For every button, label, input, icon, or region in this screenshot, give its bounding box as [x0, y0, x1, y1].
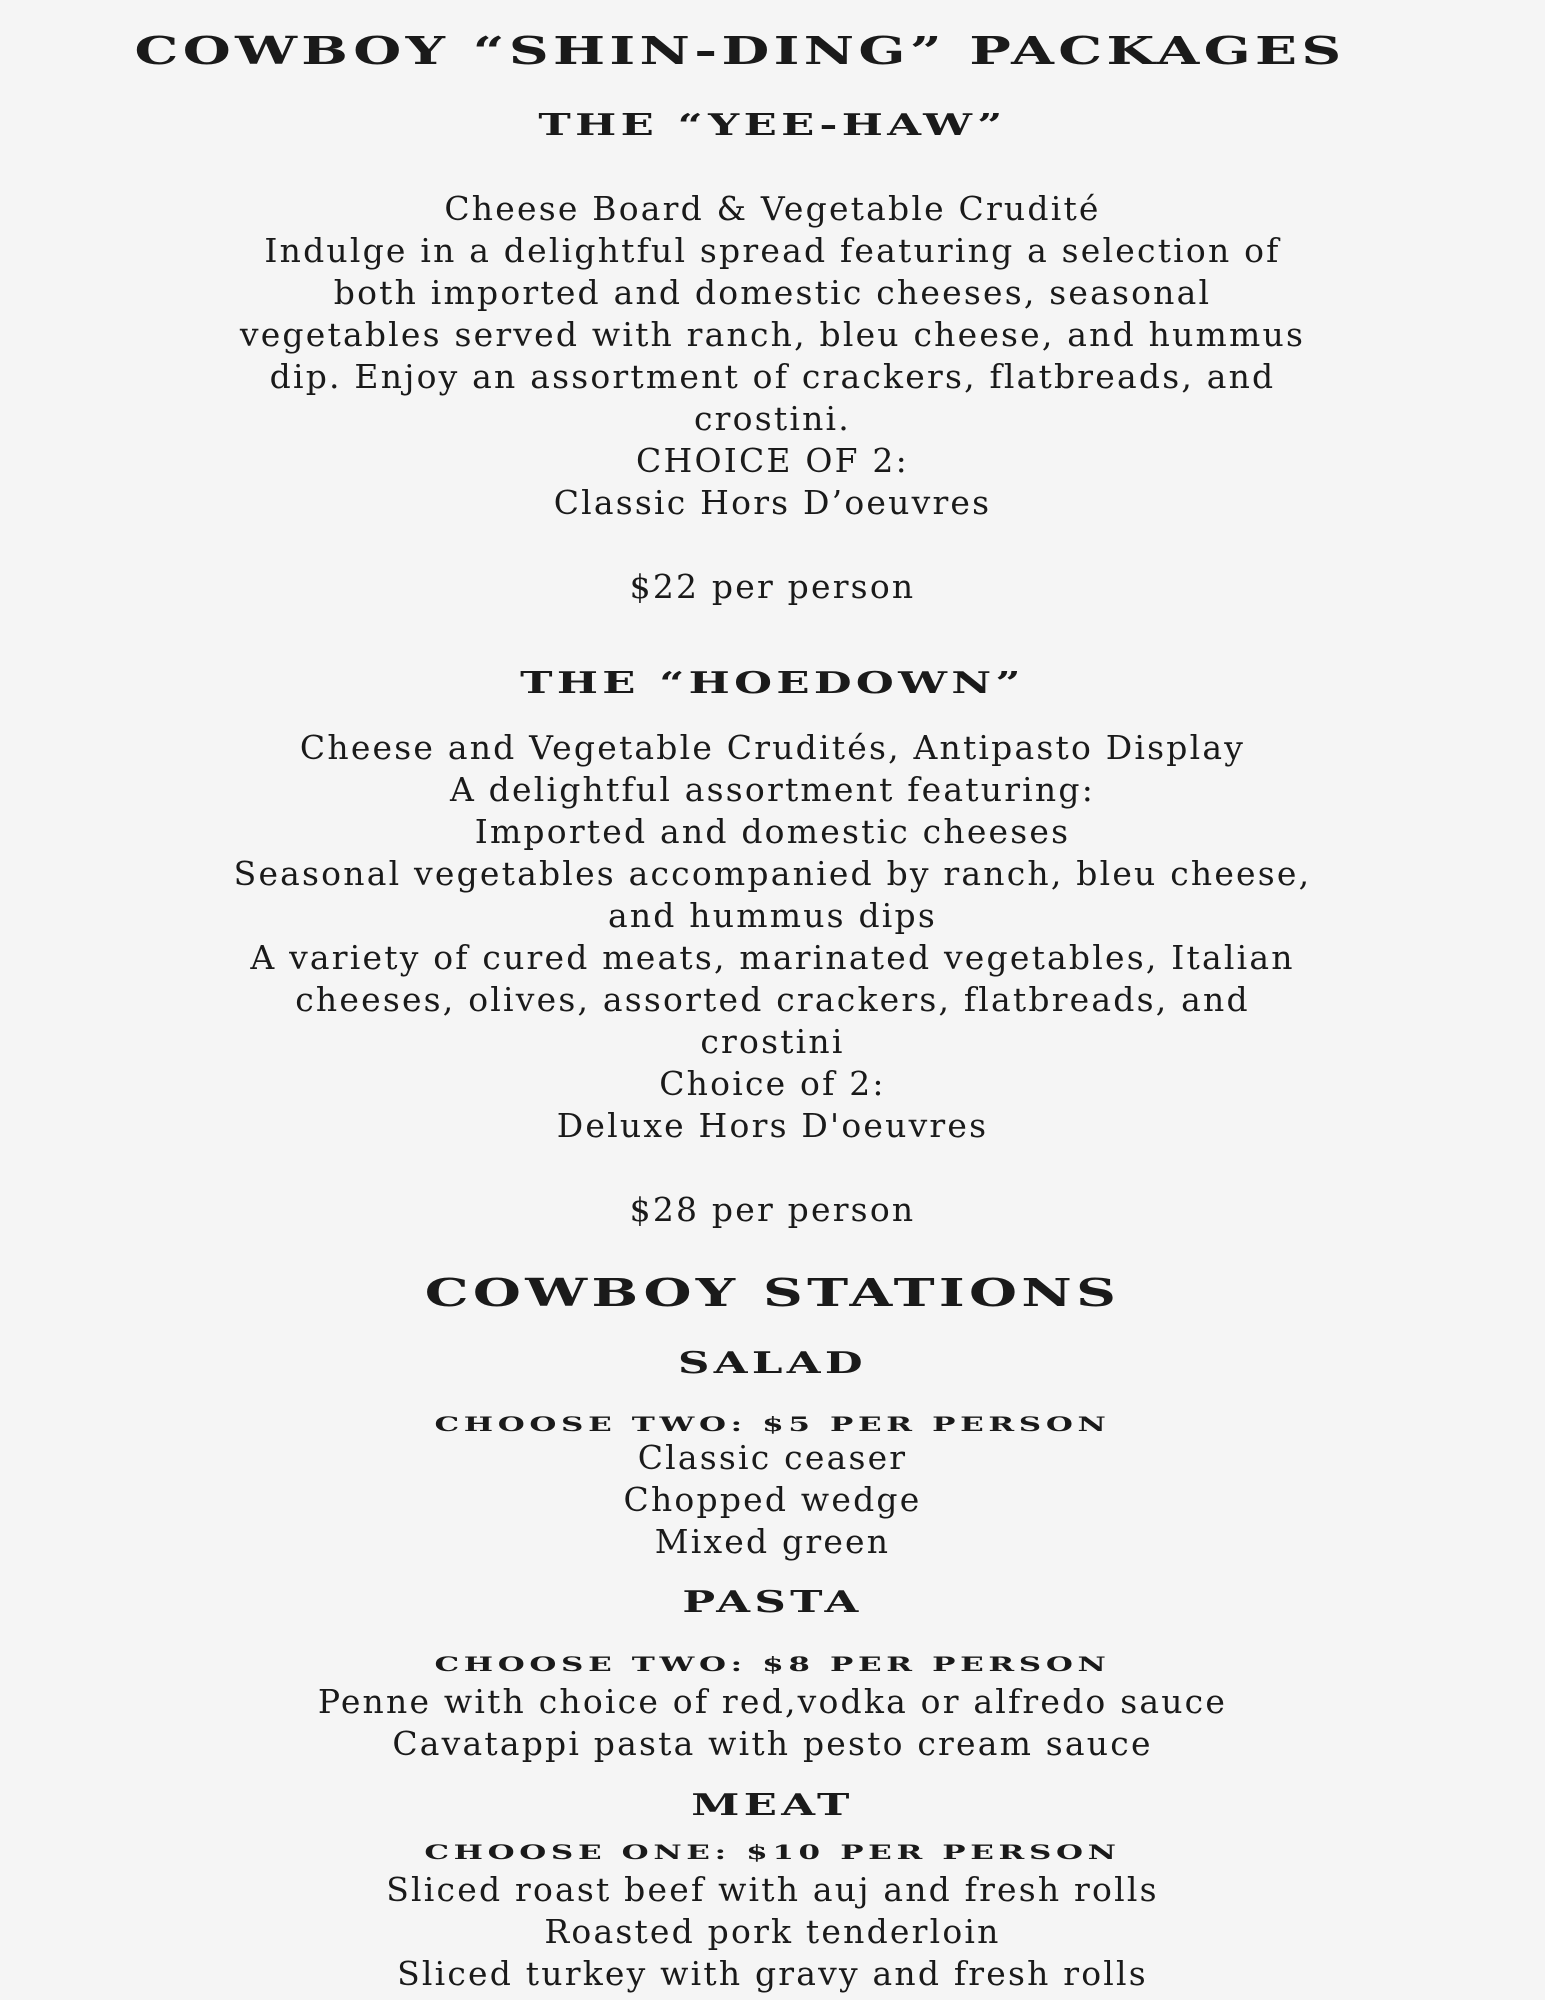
spacer [10, 524, 1535, 566]
page-title: COWBOY “SHIN-DING” PACKAGES [134, 28, 1346, 73]
station-title-meat: MEAT [691, 1788, 854, 1823]
station-item: Cavatappi pasta with pesto cream sauce [392, 1724, 1153, 1763]
description-line: Indulge in a delightful spread featuring a selection of [264, 231, 1281, 270]
description-line: Classic Hors D’oeuvres [553, 483, 992, 522]
description-line: dip. Enjoy an assortment of crackers, flatbreads, and [269, 357, 1276, 396]
package-price-yee-haw: $22 per person [629, 567, 916, 606]
description-line: vegetables served with ranch, bleu cheese, and hummus [239, 315, 1306, 354]
package-title-hoedown: THE “HOEDOWN” [520, 666, 1025, 701]
station-item: Chopped wedge [623, 1480, 922, 1519]
spacer [10, 1147, 1535, 1189]
description-line: Seasonal vegetables accompanied by ranch, bleu cheese, [233, 854, 1312, 893]
description-line: CHOICE OF 2: [636, 441, 909, 480]
description-line: Cheese and Vegetable Crudités, Antipasto Display [299, 728, 1246, 767]
description-line: cheeses, olives, assorted crackers, flatbreads, and [295, 980, 1250, 1019]
station-item: Penne with choice of red,vodka or alfredo sauce [317, 1682, 1228, 1721]
description-line: Choice of 2: [659, 1064, 886, 1103]
station-items-meat [10, 1869, 1535, 1995]
description-line: crostini [700, 1022, 845, 1061]
station-choose-pasta: CHOOSE TWO: $8 PER PERSON [434, 1652, 1111, 1676]
description-line: A delightful assortment featuring: [449, 770, 1096, 809]
station-item: Roasted pork tenderloin [544, 1912, 1001, 1951]
description-line: both imported and domestic cheeses, seasonal [333, 273, 1212, 312]
description-line: Cheese Board & Vegetable Crudité [444, 189, 1101, 228]
station-item: Sliced turkey with gravy and fresh rolls [397, 1954, 1148, 1993]
description-line: Deluxe Hors D'oeuvres [556, 1106, 989, 1145]
station-items-pasta [10, 1681, 1535, 1765]
station-title-pasta: PASTA [682, 1585, 863, 1620]
package-price-hoedown: $28 per person [629, 1190, 916, 1229]
station-item: Mixed green [654, 1522, 891, 1561]
package-description-hoedown [10, 727, 1535, 1231]
package-description-yee-haw [10, 188, 1535, 608]
package-title-yee-haw: THE “YEE-HAW” [538, 108, 1007, 143]
station-choose-meat: CHOOSE ONE: $10 PER PERSON [424, 1840, 1121, 1864]
station-items-salad [10, 1437, 1535, 1563]
stations-title: COWBOY STATIONS [424, 1270, 1121, 1315]
station-choose-salad: CHOOSE TWO: $5 PER PERSON [434, 1412, 1111, 1436]
station-item: Classic ceaser [637, 1438, 908, 1477]
description-line: A variety of cured meats, marinated vegetables, Italian [250, 938, 1295, 977]
station-item: Sliced roast beef with auj and fresh rolls [386, 1870, 1159, 1909]
description-line: crostini. [694, 399, 851, 438]
station-title-salad: SALAD [678, 1346, 867, 1381]
description-line: Imported and domestic cheeses [474, 812, 1071, 851]
description-line: and hummus dips [607, 896, 938, 935]
